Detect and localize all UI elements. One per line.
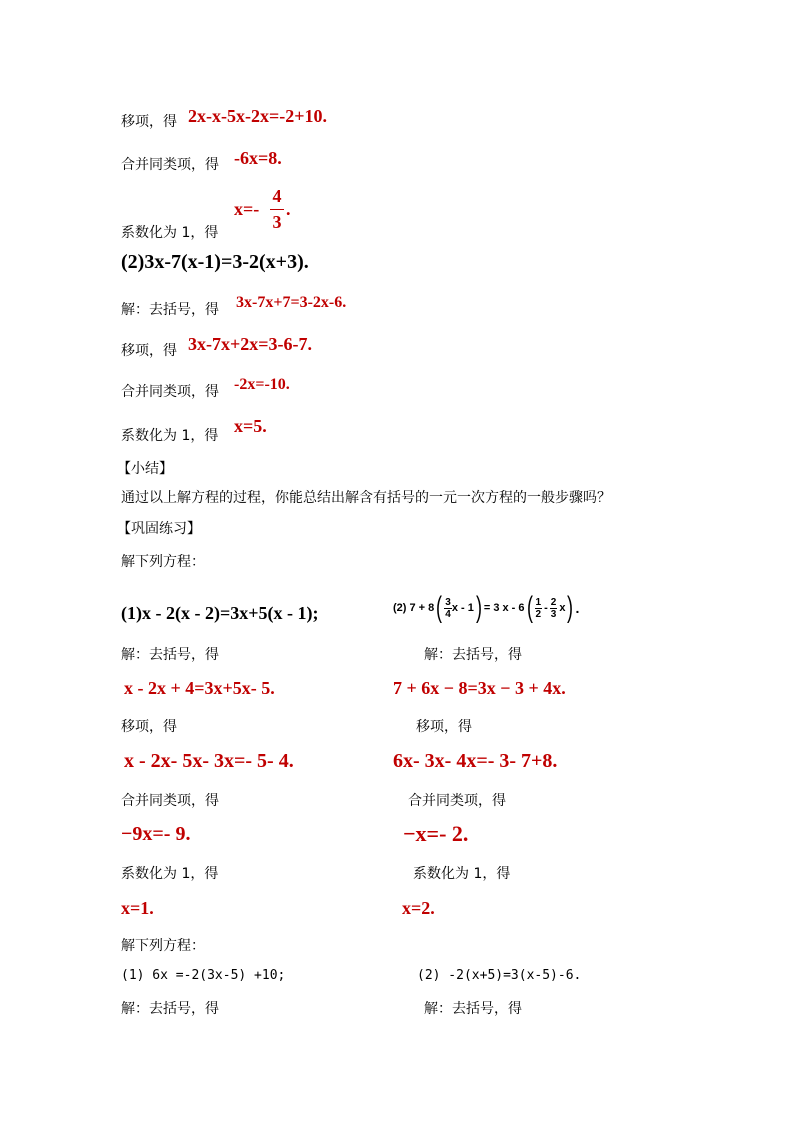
step-label: 解：去括号，得 [121, 1001, 219, 1017]
problem-prefix: (2) 7 + 8 [393, 602, 435, 614]
equation-result: x=1. [121, 898, 154, 918]
equation-result: -6x=8. [234, 148, 282, 168]
equation-result: 2x-x-5x-2x=-2+10. [188, 106, 327, 126]
instruction: 解下列方程： [121, 938, 205, 954]
step-label: 系数化为 1，得 [413, 866, 511, 882]
problem-statement: (2) 7 + 8( $\frac{3}{4}$ x - 1) = 3 x - 6( $\frac{1}{2}$ - $\frac{2}{3}$ x) . [393, 591, 580, 624]
fraction-numerator: 4 [272, 186, 282, 206]
step-label: 合并同类项，得 [121, 793, 219, 809]
fraction [270, 186, 284, 233]
step-label: 系数化为 1，得 [121, 866, 219, 882]
step-label: 解：去括号，得 [424, 1001, 522, 1017]
equation-result: 3x-7x+7=3-2x-6. [236, 294, 347, 311]
step-label: 系数化为 1，得 [121, 428, 219, 444]
instruction: 解下列方程： [121, 554, 205, 570]
equation-result: 7 + 6x − 8=3x − 3 + 4x. [393, 678, 566, 698]
problem-inner: x - 1 [451, 602, 474, 614]
period: . [575, 600, 580, 616]
step-label: 移项，得 [121, 719, 177, 735]
equation-suffix: . [286, 199, 291, 219]
variable: x [559, 602, 566, 614]
equation-result: 6x- 3x- 4x=- 3- 7+8. [393, 750, 558, 772]
summary-question: 通过以上解方程的过程，你能总结出解含有括号的一元一次方程的一般步骤吗？ [121, 490, 611, 506]
step-label: 系数化为 1，得 [121, 225, 219, 241]
step-label: 解：去括号，得 [121, 647, 219, 663]
step-label: 解：去括号，得 [121, 302, 219, 318]
step-label: 合并同类项，得 [121, 157, 219, 173]
problem-mid: = 3 x - 6 [483, 602, 525, 614]
step-label: 合并同类项，得 [408, 793, 506, 809]
fraction [444, 597, 452, 620]
fraction-numerator: 3 [445, 596, 451, 608]
equation-result: −9x=- 9. [121, 823, 191, 845]
section-heading: 【小结】 [117, 461, 173, 477]
step-label: 移项，得 [121, 114, 177, 130]
fraction-denominator: 3 [272, 212, 282, 232]
step-label: 移项，得 [121, 343, 177, 359]
fraction-numerator: 1 [535, 596, 542, 608]
fraction-denominator: 4 [445, 608, 451, 620]
equation-result: x=5. [234, 416, 267, 436]
fraction-denominator: 2 [535, 608, 542, 620]
fraction [535, 597, 543, 620]
problem-statement: (1)x - 2(x - 2)=3x+5(x - 1); [121, 603, 319, 623]
step-label: 移项，得 [416, 719, 472, 735]
step-label: 解：去括号，得 [424, 647, 522, 663]
equation-result: −x=- 2. [403, 821, 469, 846]
fraction-numerator: 2 [550, 596, 557, 608]
equation-result: x=2. [402, 898, 435, 918]
fraction-denominator: 3 [550, 608, 557, 620]
equation-prefix: x=- [234, 199, 260, 219]
equation-result: x - 2x + 4=3x+5x- 5. [124, 678, 275, 698]
equation-result: -2x=-10. [234, 376, 290, 393]
section-heading: 【巩固练习】 [117, 521, 201, 537]
minus-sign: - [544, 602, 548, 614]
equation-result: 3x-7x+2x=3-6-7. [188, 334, 312, 354]
problem-statement: (1) 6x =-2(3x-5) +10; [121, 968, 286, 983]
problem-statement: (2) -2(x+5)=3(x-5)-6. [417, 968, 582, 983]
problem-statement: (2)3x-7(x-1)=3-2(x+3). [121, 251, 309, 273]
equation-result: x - 2x- 5x- 3x=- 5- 4. [124, 750, 294, 772]
step-label: 合并同类项，得 [121, 384, 219, 400]
